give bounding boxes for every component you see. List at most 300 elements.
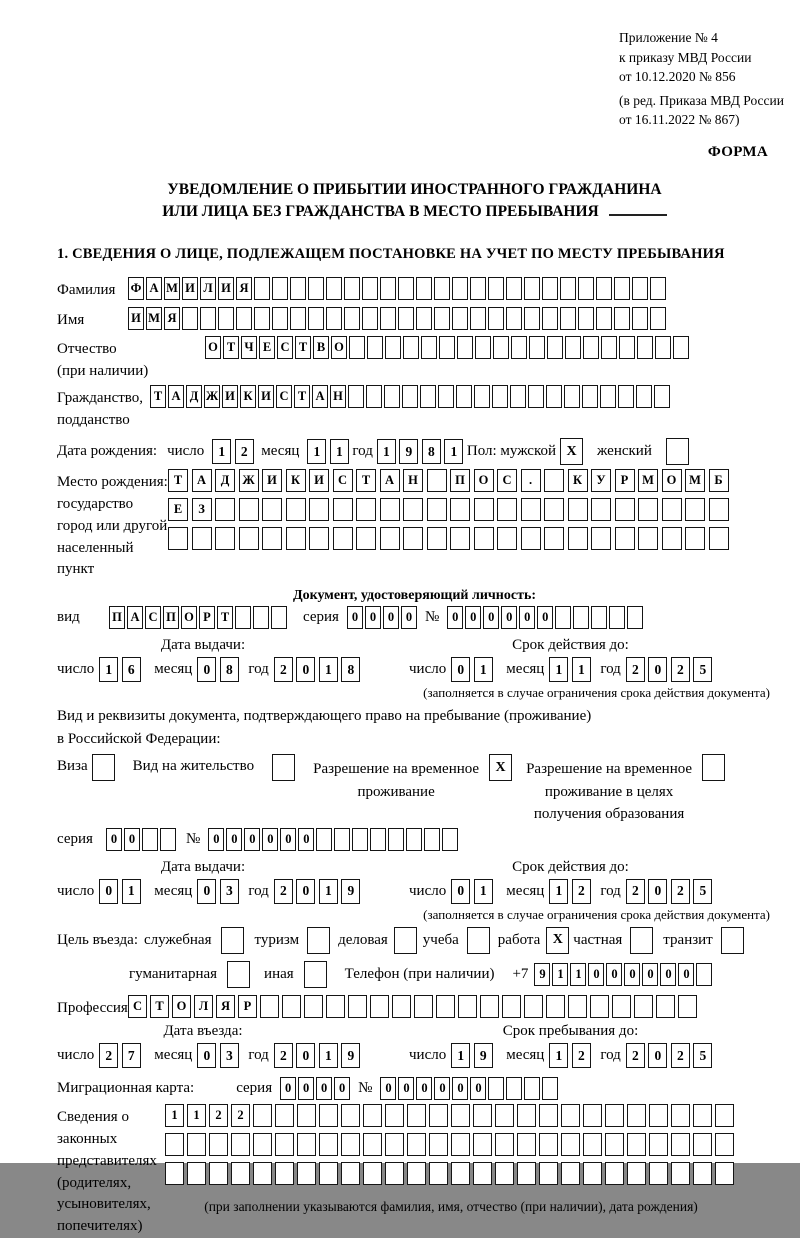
cell[interactable]	[627, 606, 643, 629]
cell[interactable]	[297, 1133, 316, 1156]
cell[interactable]	[656, 995, 675, 1018]
cell[interactable]	[168, 527, 188, 550]
cell[interactable]	[650, 307, 666, 330]
purpose-work-checkbox[interactable]: X	[546, 927, 569, 954]
cell[interactable]	[649, 1104, 668, 1127]
cell[interactable]	[348, 995, 367, 1018]
cell[interactable]: 2	[671, 879, 690, 904]
cell[interactable]: 1	[451, 1043, 470, 1068]
cell[interactable]	[544, 469, 564, 492]
cell[interactable]	[495, 1133, 514, 1156]
cell[interactable]	[262, 498, 282, 521]
cell[interactable]: 0	[537, 606, 553, 629]
cell[interactable]	[614, 307, 630, 330]
cell[interactable]: 0	[648, 657, 667, 682]
cell[interactable]: Т	[150, 995, 169, 1018]
cell[interactable]: 1	[474, 657, 493, 682]
cell[interactable]: Д	[186, 385, 202, 408]
cell[interactable]	[480, 995, 499, 1018]
cell[interactable]: Т	[294, 385, 310, 408]
cell[interactable]: 0	[483, 606, 499, 629]
cell[interactable]	[560, 307, 576, 330]
cell[interactable]: 0	[624, 963, 640, 986]
cell[interactable]	[209, 1162, 228, 1185]
cell[interactable]	[524, 307, 540, 330]
cell[interactable]: М	[685, 469, 705, 492]
cell[interactable]: 0	[648, 1043, 667, 1068]
cell[interactable]	[456, 385, 472, 408]
cell[interactable]	[442, 828, 458, 851]
cell[interactable]: И	[222, 385, 238, 408]
cell[interactable]: 2	[274, 1043, 293, 1068]
cell[interactable]	[662, 527, 682, 550]
cell[interactable]	[539, 1104, 558, 1127]
cell[interactable]: О	[205, 336, 221, 359]
cell[interactable]	[253, 606, 269, 629]
cell[interactable]: 0	[99, 879, 118, 904]
cell[interactable]: Т	[295, 336, 311, 359]
cell[interactable]	[436, 995, 455, 1018]
cell[interactable]	[634, 995, 653, 1018]
cell[interactable]	[414, 995, 433, 1018]
cell[interactable]	[236, 307, 252, 330]
cell[interactable]: 0	[106, 828, 122, 851]
cell[interactable]	[632, 277, 648, 300]
cell[interactable]	[568, 527, 588, 550]
cell[interactable]	[309, 527, 329, 550]
temp-residence-checkbox[interactable]: X	[489, 754, 512, 781]
cell[interactable]	[601, 336, 617, 359]
cell[interactable]: 2	[274, 879, 293, 904]
cell[interactable]	[618, 385, 634, 408]
cell[interactable]	[671, 1104, 690, 1127]
cell[interactable]: 9	[534, 963, 550, 986]
cell[interactable]: 0	[347, 606, 363, 629]
cell[interactable]: 0	[648, 879, 667, 904]
cell[interactable]: 0	[501, 606, 517, 629]
cell[interactable]	[615, 498, 635, 521]
cell[interactable]	[308, 307, 324, 330]
cell[interactable]	[362, 277, 378, 300]
cell[interactable]	[334, 828, 350, 851]
cell[interactable]	[539, 1162, 558, 1185]
cell[interactable]	[470, 307, 486, 330]
cell[interactable]	[524, 1077, 540, 1100]
cell[interactable]	[286, 498, 306, 521]
cell[interactable]: 9	[399, 439, 418, 464]
cell[interactable]	[200, 307, 216, 330]
cell[interactable]	[182, 307, 198, 330]
cell[interactable]	[326, 277, 342, 300]
cell[interactable]: Е	[259, 336, 275, 359]
cell[interactable]	[239, 498, 259, 521]
cell[interactable]: 2	[99, 1043, 118, 1068]
cell[interactable]	[218, 307, 234, 330]
cell[interactable]: 1	[549, 1043, 568, 1068]
cell[interactable]: О	[331, 336, 347, 359]
cell[interactable]	[239, 527, 259, 550]
cell[interactable]: 2	[671, 657, 690, 682]
cell[interactable]	[366, 385, 382, 408]
cell[interactable]	[304, 995, 323, 1018]
cell[interactable]: Т	[217, 606, 233, 629]
cell[interactable]: 1	[99, 657, 118, 682]
cell[interactable]: П	[109, 606, 125, 629]
cell[interactable]	[308, 277, 324, 300]
cell[interactable]	[510, 385, 526, 408]
cell[interactable]	[392, 995, 411, 1018]
cell[interactable]: Ч	[241, 336, 257, 359]
cell[interactable]	[434, 307, 450, 330]
cell[interactable]: О	[181, 606, 197, 629]
cell[interactable]	[352, 828, 368, 851]
cell[interactable]	[654, 385, 670, 408]
cell[interactable]: В	[313, 336, 329, 359]
cell[interactable]	[506, 307, 522, 330]
cell[interactable]	[591, 498, 611, 521]
cell[interactable]	[521, 527, 541, 550]
cell[interactable]	[407, 1162, 426, 1185]
cell[interactable]	[451, 1133, 470, 1156]
cell[interactable]: 2	[671, 1043, 690, 1068]
cell[interactable]: С	[497, 469, 517, 492]
cell[interactable]	[709, 527, 729, 550]
cell[interactable]	[596, 307, 612, 330]
cell[interactable]	[605, 1133, 624, 1156]
cell[interactable]	[254, 277, 270, 300]
cell[interactable]	[356, 498, 376, 521]
cell[interactable]	[609, 606, 625, 629]
cell[interactable]	[715, 1104, 734, 1127]
cell[interactable]: 0	[124, 828, 140, 851]
cell[interactable]: Ф	[128, 277, 144, 300]
cell[interactable]	[578, 307, 594, 330]
purpose-tourism-checkbox[interactable]	[307, 927, 330, 954]
cell[interactable]	[693, 1162, 712, 1185]
cell[interactable]	[542, 1077, 558, 1100]
cell[interactable]	[406, 828, 422, 851]
cell[interactable]	[319, 1104, 338, 1127]
cell[interactable]	[560, 277, 576, 300]
cell[interactable]: Я	[236, 277, 252, 300]
cell[interactable]: 1	[319, 1043, 338, 1068]
cell[interactable]	[370, 995, 389, 1018]
cell[interactable]	[619, 336, 635, 359]
cell[interactable]	[591, 606, 607, 629]
cell[interactable]	[488, 1077, 504, 1100]
cell[interactable]: 0	[280, 828, 296, 851]
cell[interactable]: 0	[451, 879, 470, 904]
cell[interactable]: С	[277, 336, 293, 359]
cell[interactable]	[546, 995, 565, 1018]
cell[interactable]	[260, 995, 279, 1018]
cell[interactable]: Т	[356, 469, 376, 492]
cell[interactable]	[253, 1162, 272, 1185]
cell[interactable]: И	[128, 307, 144, 330]
cell[interactable]: 1	[319, 879, 338, 904]
cell[interactable]	[655, 336, 671, 359]
cell[interactable]: А	[380, 469, 400, 492]
purpose-official-checkbox[interactable]	[221, 927, 244, 954]
cell[interactable]: Н	[330, 385, 346, 408]
cell[interactable]	[271, 606, 287, 629]
cell[interactable]: Л	[200, 277, 216, 300]
cell[interactable]: 0	[365, 606, 381, 629]
cell[interactable]: 3	[220, 879, 239, 904]
cell[interactable]	[349, 336, 365, 359]
cell[interactable]	[502, 995, 521, 1018]
cell[interactable]	[561, 1133, 580, 1156]
cell[interactable]	[187, 1133, 206, 1156]
cell[interactable]	[380, 498, 400, 521]
cell[interactable]	[385, 1104, 404, 1127]
cell[interactable]	[497, 498, 517, 521]
cell[interactable]: 0	[678, 963, 694, 986]
cell[interactable]: А	[168, 385, 184, 408]
cell[interactable]	[407, 1104, 426, 1127]
cell[interactable]	[319, 1162, 338, 1185]
cell[interactable]	[542, 307, 558, 330]
cell[interactable]	[326, 307, 342, 330]
cell[interactable]	[517, 1162, 536, 1185]
cell[interactable]: 0	[416, 1077, 432, 1100]
cell[interactable]	[685, 527, 705, 550]
cell[interactable]: 0	[197, 1043, 216, 1068]
cell[interactable]: Ж	[239, 469, 259, 492]
cell[interactable]: 2	[235, 439, 254, 464]
cell[interactable]	[591, 527, 611, 550]
cell[interactable]	[474, 498, 494, 521]
cell[interactable]	[160, 828, 176, 851]
cell[interactable]	[309, 498, 329, 521]
cell[interactable]: 9	[474, 1043, 493, 1068]
cell[interactable]	[333, 527, 353, 550]
cell[interactable]: М	[164, 277, 180, 300]
cell[interactable]: Б	[709, 469, 729, 492]
cell[interactable]	[517, 1104, 536, 1127]
cell[interactable]	[282, 995, 301, 1018]
cell[interactable]	[429, 1162, 448, 1185]
cell[interactable]	[209, 1133, 228, 1156]
cell[interactable]	[427, 527, 447, 550]
cell[interactable]: 2	[626, 1043, 645, 1068]
cell[interactable]	[438, 385, 454, 408]
cell[interactable]: 0	[398, 1077, 414, 1100]
sex-male-checkbox[interactable]: X	[560, 438, 583, 465]
cell[interactable]	[542, 277, 558, 300]
cell[interactable]: 0	[296, 657, 315, 682]
cell[interactable]: 5	[693, 879, 712, 904]
cell[interactable]	[470, 277, 486, 300]
cell[interactable]: 2	[231, 1104, 250, 1127]
cell[interactable]	[165, 1162, 184, 1185]
cell[interactable]	[539, 1133, 558, 1156]
cell[interactable]	[612, 995, 631, 1018]
residence-permit-checkbox[interactable]	[272, 754, 295, 781]
cell[interactable]	[341, 1133, 360, 1156]
cell[interactable]	[627, 1162, 646, 1185]
cell[interactable]: 0	[451, 657, 470, 682]
cell[interactable]	[506, 277, 522, 300]
cell[interactable]	[582, 385, 598, 408]
cell[interactable]	[488, 307, 504, 330]
cell[interactable]	[474, 527, 494, 550]
cell[interactable]	[142, 828, 158, 851]
cell[interactable]: 1	[377, 439, 396, 464]
cell[interactable]: 1	[212, 439, 231, 464]
cell[interactable]	[544, 498, 564, 521]
cell[interactable]	[253, 1133, 272, 1156]
cell[interactable]: 0	[401, 606, 417, 629]
cell[interactable]: И	[182, 277, 198, 300]
purpose-study-checkbox[interactable]	[467, 927, 490, 954]
cell[interactable]	[333, 498, 353, 521]
cell[interactable]: 0	[383, 606, 399, 629]
cell[interactable]	[367, 336, 383, 359]
cell[interactable]	[403, 498, 423, 521]
cell[interactable]	[649, 1133, 668, 1156]
cell[interactable]	[451, 1162, 470, 1185]
cell[interactable]: 2	[209, 1104, 228, 1127]
cell[interactable]: 1	[549, 879, 568, 904]
purpose-humanitarian-checkbox[interactable]	[227, 961, 250, 988]
cell[interactable]	[231, 1162, 250, 1185]
cell[interactable]	[709, 498, 729, 521]
sex-female-checkbox[interactable]	[666, 438, 689, 465]
cell[interactable]	[568, 995, 587, 1018]
cell[interactable]	[452, 307, 468, 330]
cell[interactable]	[344, 307, 360, 330]
cell[interactable]	[316, 828, 332, 851]
cell[interactable]	[385, 1162, 404, 1185]
cell[interactable]	[348, 385, 364, 408]
cell[interactable]	[627, 1104, 646, 1127]
cell[interactable]	[605, 1162, 624, 1185]
cell[interactable]: 0	[244, 828, 260, 851]
cell[interactable]	[488, 277, 504, 300]
cell[interactable]	[517, 1133, 536, 1156]
cell[interactable]: 1	[570, 963, 586, 986]
cell[interactable]	[344, 277, 360, 300]
cell[interactable]	[363, 1162, 382, 1185]
cell[interactable]	[693, 1133, 712, 1156]
cell[interactable]	[272, 307, 288, 330]
cell[interactable]: 1	[187, 1104, 206, 1127]
cell[interactable]: Д	[215, 469, 235, 492]
cell[interactable]	[427, 498, 447, 521]
cell[interactable]	[380, 277, 396, 300]
cell[interactable]: 0	[197, 657, 216, 682]
cell[interactable]: К	[286, 469, 306, 492]
cell[interactable]	[262, 527, 282, 550]
cell[interactable]: П	[163, 606, 179, 629]
cell[interactable]: З	[192, 498, 212, 521]
cell[interactable]: 1	[165, 1104, 184, 1127]
cell[interactable]: Я	[216, 995, 235, 1018]
cell[interactable]: С	[145, 606, 161, 629]
cell[interactable]	[528, 385, 544, 408]
cell[interactable]	[457, 336, 473, 359]
cell[interactable]	[671, 1133, 690, 1156]
cell[interactable]	[187, 1162, 206, 1185]
cell[interactable]	[638, 498, 658, 521]
cell[interactable]	[495, 1104, 514, 1127]
cell[interactable]	[388, 828, 404, 851]
cell[interactable]: 2	[274, 657, 293, 682]
cell[interactable]	[614, 277, 630, 300]
cell[interactable]	[615, 527, 635, 550]
cell[interactable]	[452, 277, 468, 300]
cell[interactable]	[497, 527, 517, 550]
cell[interactable]	[458, 995, 477, 1018]
cell[interactable]: 1	[572, 657, 591, 682]
visa-checkbox[interactable]	[92, 754, 115, 781]
cell[interactable]	[506, 1077, 522, 1100]
cell[interactable]: 8	[220, 657, 239, 682]
cell[interactable]	[561, 1162, 580, 1185]
cell[interactable]	[398, 307, 414, 330]
cell[interactable]	[685, 498, 705, 521]
cell[interactable]: Я	[164, 307, 180, 330]
cell[interactable]: К	[240, 385, 256, 408]
cell[interactable]	[421, 336, 437, 359]
cell[interactable]: Р	[199, 606, 215, 629]
cell[interactable]	[600, 385, 616, 408]
cell[interactable]	[403, 336, 419, 359]
cell[interactable]: 0	[465, 606, 481, 629]
purpose-other-checkbox[interactable]	[304, 961, 327, 988]
cell[interactable]: 1	[122, 879, 141, 904]
cell[interactable]: М	[146, 307, 162, 330]
cell[interactable]	[420, 385, 436, 408]
cell[interactable]: 1	[474, 879, 493, 904]
cell[interactable]: 0	[197, 879, 216, 904]
cell[interactable]	[272, 277, 288, 300]
cell[interactable]	[439, 336, 455, 359]
cell[interactable]	[165, 1133, 184, 1156]
cell[interactable]	[450, 527, 470, 550]
cell[interactable]: 2	[626, 879, 645, 904]
cell[interactable]	[638, 527, 658, 550]
cell[interactable]	[275, 1133, 294, 1156]
cell[interactable]: Ж	[204, 385, 220, 408]
cell[interactable]	[583, 1104, 602, 1127]
temp-residence-edu-checkbox[interactable]	[702, 754, 725, 781]
cell[interactable]: 8	[422, 439, 441, 464]
cell[interactable]: Т	[168, 469, 188, 492]
cell[interactable]	[290, 277, 306, 300]
cell[interactable]: П	[450, 469, 470, 492]
cell[interactable]	[565, 336, 581, 359]
cell[interactable]	[192, 527, 212, 550]
cell[interactable]: 2	[572, 1043, 591, 1068]
cell[interactable]: 0	[280, 1077, 296, 1100]
cell[interactable]	[473, 1133, 492, 1156]
cell[interactable]	[511, 336, 527, 359]
cell[interactable]	[215, 498, 235, 521]
cell[interactable]: 0	[434, 1077, 450, 1100]
cell[interactable]: 6	[122, 657, 141, 682]
cell[interactable]	[555, 606, 571, 629]
cell[interactable]: И	[258, 385, 274, 408]
cell[interactable]	[544, 527, 564, 550]
cell[interactable]	[363, 1104, 382, 1127]
cell[interactable]	[341, 1104, 360, 1127]
cell[interactable]	[424, 828, 440, 851]
cell[interactable]	[254, 307, 270, 330]
cell[interactable]: А	[146, 277, 162, 300]
cell[interactable]	[564, 385, 580, 408]
